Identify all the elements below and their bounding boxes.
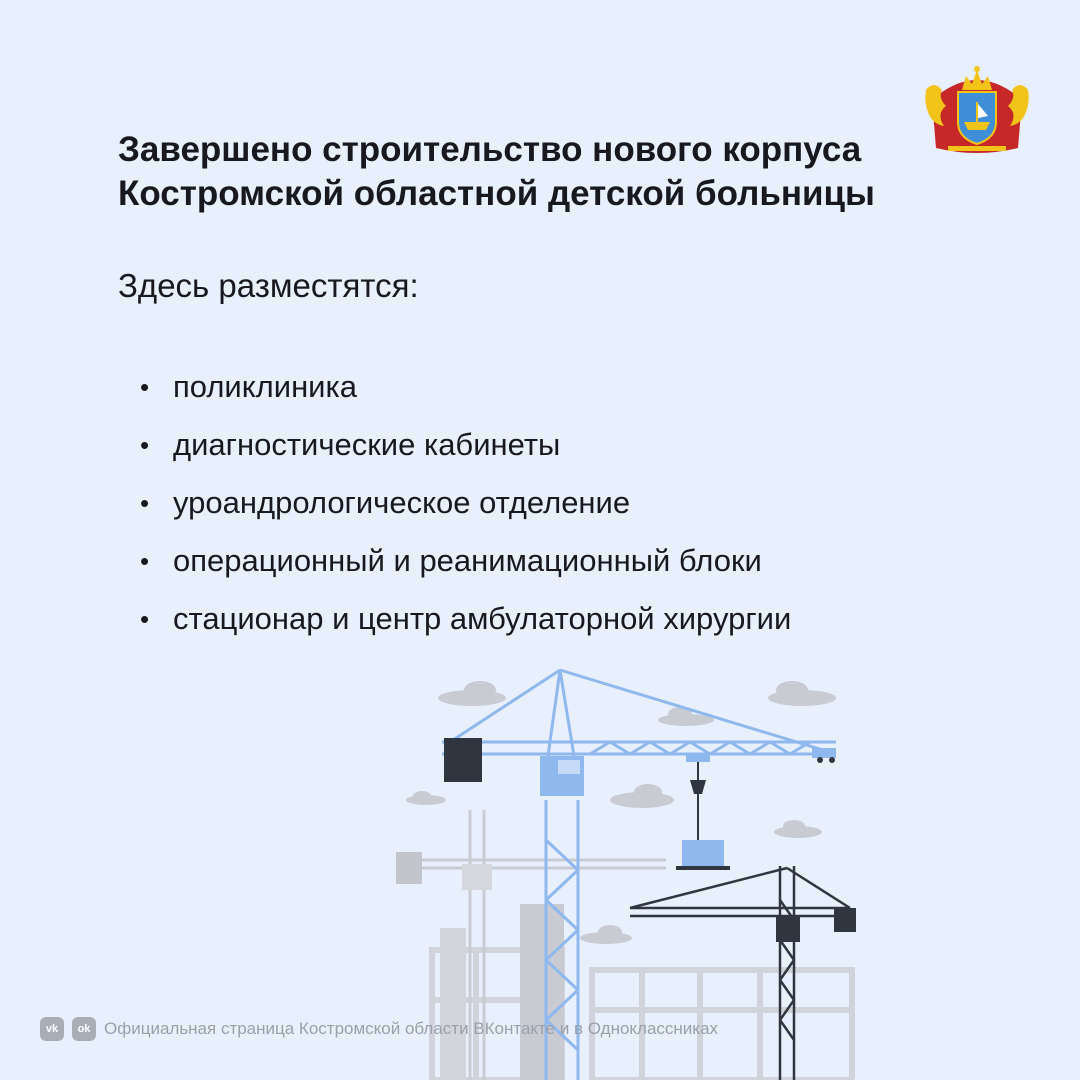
intro-text: Здесь разместятся:	[118, 267, 419, 304]
post-title-line-1: Завершено строительство нового корпуса	[118, 130, 862, 169]
footer-text: Официальная страница Костромской области ВКонтакте и в Одноклассниках	[104, 1019, 719, 1038]
bullet: •	[140, 488, 150, 518]
bullet: •	[140, 546, 150, 576]
list-item	[140, 474, 791, 532]
bullet: •	[140, 372, 150, 402]
list-item	[140, 358, 791, 416]
list-item-label: операционный и реанимационный блоки	[173, 543, 762, 578]
list-item	[140, 532, 791, 590]
vk-icon[interactable]: vk	[40, 1017, 64, 1041]
list-item-label: уроандрологическое отделение	[173, 485, 631, 520]
list-item-label: стационар и центр амбулаторной хирургии	[173, 601, 792, 636]
list-item-label: поликлиника	[173, 369, 357, 404]
bullet: •	[140, 430, 150, 460]
list-item-label: диагностические кабинеты	[173, 427, 561, 462]
list-item	[140, 590, 791, 648]
list-item	[140, 416, 791, 474]
facility-list	[140, 358, 791, 648]
post-title-line-2: Костромской областной детской больницы	[118, 174, 875, 213]
bullet: •	[140, 604, 150, 634]
kostroma-coat-of-arms-icon	[922, 60, 1032, 156]
post-title	[118, 128, 938, 216]
odnoklassniki-icon[interactable]: ok	[72, 1017, 96, 1041]
footer	[40, 1016, 718, 1042]
